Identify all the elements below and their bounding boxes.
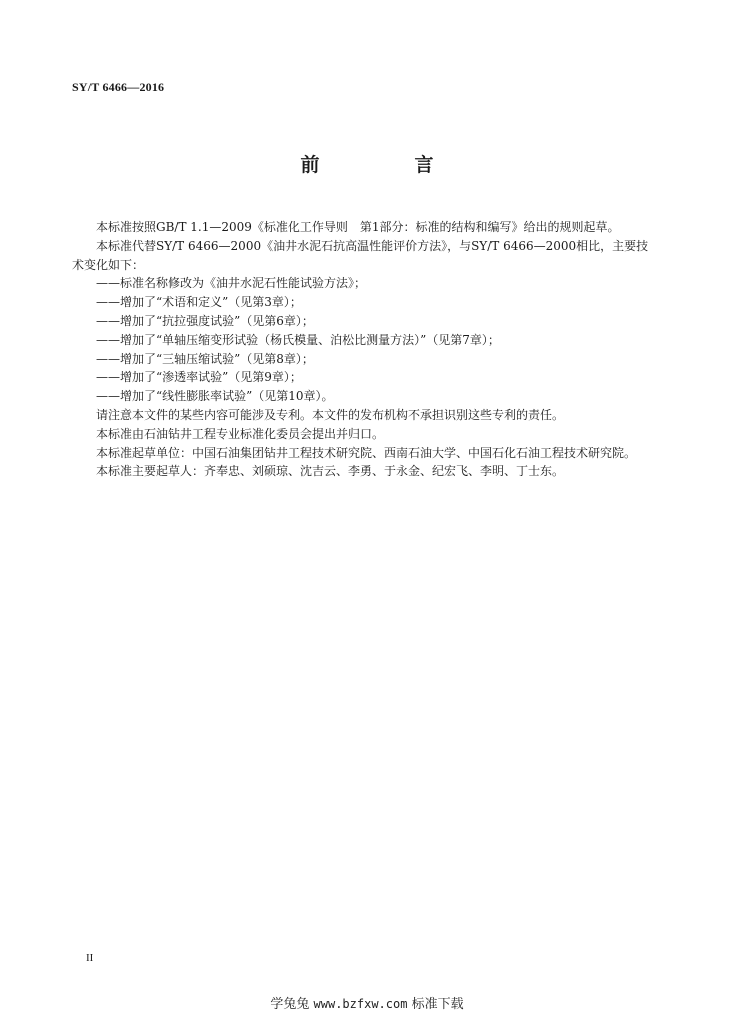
drafters: 本标准主要起草人：齐奉忠、刘硕琼、沈吉云、李勇、于永金、纪宏飞、李明、丁士东。: [96, 464, 565, 479]
paragraph-drafting-rules: 本标准按照GB/T 1.1—2009《标准化工作导则 第1部分：标准的结构和编写》给出的规则起草。: [96, 220, 620, 234]
change-item: ——增加了“单轴压缩变形试验（杨氏模量、泊松比测量方法）”（见第7章）；: [96, 332, 500, 347]
page-number: II: [86, 952, 94, 964]
drafting-organizations: 本标准起草单位：中国石油集团钻井工程技术研究院、西南石油大学、中国石化石油工程技术研究院。: [96, 445, 637, 460]
page-title: 前 言: [300, 154, 472, 176]
footer-watermark: [0, 993, 734, 1012]
patent-notice: 请注意本文件的某些内容可能涉及专利。本文件的发布机构不承担识别这些专利的责任。: [96, 407, 565, 422]
footer-site-name: 学兔兔: [270, 997, 310, 1012]
change-item: ——标准名称修改为《油井水泥石性能试验方法》；: [96, 276, 367, 291]
footer-url: www.bzfxw.com: [313, 997, 408, 1011]
paragraph-replacement: 本标准代替SY/T 6466—2000《油井水泥石抗高温性能评价方法》，与SY/T 6466—2000相比，主要技术变化如下：: [72, 238, 649, 272]
proposing-committee: 本标准由石油钻井工程专业标准化委员会提出并归口。: [96, 426, 385, 441]
change-item: ——增加了“抗拉强度试验”（见第6章）；: [96, 313, 314, 328]
foreword-body: [72, 218, 660, 481]
change-item: ——增加了“渗透率试验”（见第9章）；: [96, 370, 302, 385]
change-item: ——增加了“术语和定义”（见第3章）；: [96, 295, 302, 310]
change-item: ——增加了“线性膨胀率试验”（见第10章）。: [96, 389, 334, 404]
standard-code-header: SY/T 6466—2016: [72, 80, 165, 94]
footer-tagline: 标准下载: [411, 997, 464, 1012]
change-item: ——增加了“三轴压缩试验”（见第8章）；: [96, 351, 314, 366]
